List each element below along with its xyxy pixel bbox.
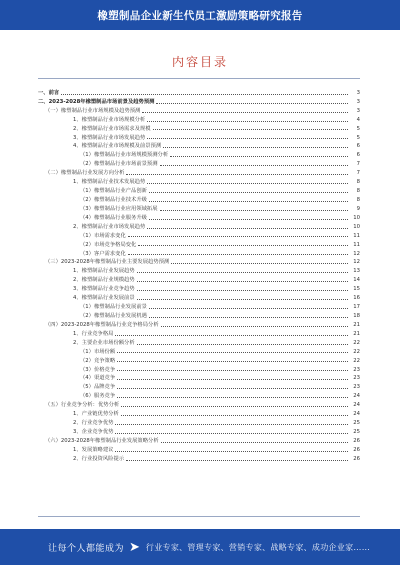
toc-entry-text: 3、企业竞争优势 — [73, 428, 114, 435]
toc-entry[interactable] — [38, 96, 360, 105]
toc-entry-page: 13 — [353, 268, 360, 275]
toc-entry-page: 8 — [356, 179, 360, 186]
toc-entry-text: 2、行业投资风险提示 — [73, 455, 125, 462]
toc-leader-dots — [149, 317, 348, 318]
toc-entry-page: 6 — [356, 143, 360, 150]
toc-entry-page: 8 — [356, 196, 360, 203]
toc-entry-text: 1、橡塑制品行业技术发展趋势 — [73, 179, 146, 186]
toc-entry[interactable] — [38, 176, 360, 185]
toc-entry[interactable] — [38, 399, 360, 408]
toc-entry[interactable] — [38, 141, 360, 150]
toc-entry-page: 15 — [353, 286, 360, 293]
toc-entry[interactable] — [38, 167, 360, 176]
toc-entry-text: 4、橡塑制品行业市场规模及前景预测 — [73, 143, 162, 150]
footer-banner — [0, 529, 400, 565]
toc-entry-text: 3、橡塑制品行业市场发展趋势 — [73, 134, 146, 141]
toc-entry-text: 2、主要企业市场份额分析 — [73, 339, 135, 346]
toc-entry-page: 21 — [353, 330, 360, 337]
toc-entry-text: 2、行业竞争优势 — [73, 420, 114, 427]
toc-leader-dots — [117, 361, 348, 362]
toc-entry-page: 25 — [353, 420, 360, 427]
toc-entry-text: （6）服务竞争 — [80, 393, 116, 400]
toc-entry-page: 22 — [353, 339, 360, 346]
toc-entry[interactable] — [38, 149, 360, 158]
toc-entry[interactable] — [38, 203, 360, 212]
toc-entry-page: 10 — [353, 223, 360, 230]
toc-entry-page: 21 — [353, 321, 360, 328]
toc-entry[interactable] — [38, 355, 360, 364]
toc-entry-page: 5 — [356, 125, 360, 132]
toc-entry-text: 1、橡塑制品行业发展趋势 — [73, 268, 135, 275]
toc-leader-dots — [115, 424, 348, 425]
toc-entry-page: 22 — [353, 357, 360, 364]
toc-leader-dots — [137, 344, 348, 345]
report-header-banner — [0, 0, 400, 30]
toc-entry-page: 26 — [353, 446, 360, 453]
toc-entry[interactable] — [38, 444, 360, 453]
toc-entry[interactable] — [38, 337, 360, 346]
toc-entry-page: 23 — [353, 384, 360, 391]
toc-entry-page: 22 — [353, 348, 360, 355]
toc-leader-dots — [149, 308, 348, 309]
toc-entry-text: 一、前言 — [38, 89, 60, 96]
toc-entry-page: 24 — [353, 411, 360, 418]
toc-entry-text: （1）橡塑制品行业市场规模预测分析 — [80, 152, 169, 159]
toc-entry[interactable] — [38, 87, 360, 96]
toc-entry-text: （五）行业竞争分析：优势分析 — [45, 402, 120, 409]
toc-entry[interactable] — [38, 212, 360, 221]
toc-entry[interactable] — [38, 123, 360, 132]
toc-entry-text: （3）客户需求变化 — [80, 250, 126, 257]
toc-entry-text: 4、橡塑制品行业发展前景 — [73, 295, 135, 302]
toc-entry[interactable] — [38, 328, 360, 337]
toc-entry[interactable] — [38, 158, 360, 167]
toc-leader-dots — [117, 352, 348, 353]
toc-entry-text: （2）市场竞争格局变化 — [80, 241, 137, 248]
toc-entry[interactable] — [38, 310, 360, 319]
toc-leader-dots — [115, 451, 348, 452]
toc-entry[interactable] — [38, 390, 360, 399]
toc-entry[interactable] — [38, 114, 360, 123]
toc-entry[interactable] — [38, 435, 360, 444]
toc-entry-page: 6 — [356, 152, 360, 159]
toc-entry-page: 11 — [353, 232, 360, 239]
toc-entry[interactable] — [38, 132, 360, 141]
toc-entry-page: 17 — [353, 304, 360, 311]
toc-entry[interactable] — [38, 373, 360, 382]
toc-leader-dots — [137, 272, 348, 273]
toc-entry-page: 3 — [356, 98, 360, 105]
toc-entry-text: 2、橡塑制品行业市场需求及规模 — [73, 125, 151, 132]
toc-leader-dots — [163, 147, 348, 148]
toc-entry[interactable] — [38, 239, 360, 248]
toc-leader-dots — [115, 335, 348, 336]
toc-entry-page: 12 — [353, 250, 360, 257]
toc-entry-page: 23 — [353, 366, 360, 373]
toc-entry-text: 1、行业竞争格局 — [73, 330, 114, 337]
toc-leader-dots — [137, 299, 348, 300]
toc-leader-dots — [147, 183, 348, 184]
toc-entry-text: （2）橡塑制品行业发展机遇 — [80, 312, 147, 319]
toc-entry-page: 18 — [353, 312, 360, 319]
toc-entry-text: 2、橡塑制品行业市场发展趋势 — [73, 223, 146, 230]
toc-entry-text: （四）2023-2028年橡塑制品行业竞争格局分析 — [45, 321, 159, 328]
toc-bottom-rule — [38, 516, 360, 517]
toc-leader-dots — [161, 442, 348, 443]
toc-entry[interactable] — [38, 265, 360, 274]
toc-entry-page: 7 — [356, 170, 360, 177]
toc-entry[interactable] — [38, 346, 360, 355]
toc-entry-page: 16 — [353, 295, 360, 302]
toc-entry[interactable] — [38, 408, 360, 417]
toc-entry-page: 24 — [353, 393, 360, 400]
toc-leader-dots — [153, 129, 348, 130]
toc-entry-page: 12 — [353, 259, 360, 266]
toc-entry[interactable] — [38, 248, 360, 257]
report-title: 橡塑制品企业新生代员工激励策略研究报告 — [97, 9, 303, 22]
toc-leader-dots — [117, 370, 348, 371]
toc-entry-text: 二、2023-2028年橡塑制品市场前景及趋势预测 — [38, 98, 155, 105]
toc-entry[interactable] — [38, 453, 360, 462]
toc-entry[interactable] — [38, 283, 360, 292]
toc-entry-text: （2）橡塑制品行业技术升级 — [80, 196, 147, 203]
toc-top-rule — [38, 78, 360, 79]
toc-leader-dots — [121, 406, 348, 407]
toc-leader-dots — [117, 388, 348, 389]
toc-entry-text: 1、发展策略建议 — [73, 446, 114, 453]
toc-entry-page: 4 — [356, 116, 360, 123]
toc-leader-dots — [126, 460, 348, 461]
toc-leader-dots — [147, 138, 348, 139]
toc-entry-page: 26 — [353, 455, 360, 462]
toc-leader-dots — [160, 210, 348, 211]
toc-entry[interactable] — [38, 185, 360, 194]
toc-leader-dots — [149, 201, 348, 202]
toc-heading: 内容目录 — [171, 55, 228, 69]
toc-entry[interactable] — [38, 364, 360, 373]
table-of-contents — [38, 87, 360, 512]
toc-entry-text: （三）2023-2028年橡塑制品行业主要发展趋势预测 — [45, 259, 170, 266]
toc-leader-dots — [142, 112, 348, 113]
toc-leader-dots — [61, 94, 348, 95]
arrow-icon: ➤ — [129, 539, 140, 555]
toc-leader-dots — [160, 165, 348, 166]
toc-entry-text: 1、产业链优势分析 — [73, 411, 119, 418]
toc-entry[interactable] — [38, 292, 360, 301]
toc-leader-dots — [137, 281, 348, 282]
toc-entry-text: （4）橡塑制品行业服务升级 — [80, 214, 147, 221]
toc-entry-page: 11 — [353, 241, 360, 248]
toc-entry[interactable] — [38, 105, 360, 114]
toc-entry[interactable] — [38, 381, 360, 390]
toc-entry-page: 14 — [353, 277, 360, 284]
toc-entry-text: （5）品牌竞争 — [80, 384, 116, 391]
toc-leader-dots — [149, 192, 348, 193]
toc-leader-dots — [121, 415, 348, 416]
toc-entry-text: （六）2023-2028年橡塑制品行业发展策略分析 — [45, 437, 159, 444]
toc-entry[interactable] — [38, 301, 360, 310]
footer-roles: 行业专家、管理专家、营销专家、战略专家、成功企业家…… — [145, 542, 371, 552]
toc-leader-dots — [161, 326, 348, 327]
toc-entry-text: （1）市场需求变化 — [80, 232, 126, 239]
toc-entry-page: 3 — [356, 107, 360, 114]
toc-leader-dots — [138, 245, 348, 246]
toc-leader-dots — [170, 156, 348, 157]
toc-leader-dots — [117, 397, 348, 398]
toc-entry-text: （一）橡塑制品行业市场规模及趋势预测 — [45, 107, 141, 114]
toc-entry-text: （二）橡塑制品行业发展方向分析 — [45, 170, 125, 177]
toc-leader-dots — [115, 433, 348, 434]
toc-entry-text: 2、橡塑制品行业规模趋势 — [73, 277, 135, 284]
toc-entry-text: （3）橡塑制品行业应用领域拓展 — [80, 205, 158, 212]
toc-entry-text: （4）渠道竞争 — [80, 375, 116, 382]
toc-entry-text: （1）橡塑制品行业产品创新 — [80, 188, 147, 195]
toc-leader-dots — [128, 254, 348, 255]
toc-entry-page: 25 — [353, 428, 360, 435]
toc-leader-dots — [156, 103, 348, 104]
toc-entry[interactable] — [38, 257, 360, 266]
toc-entry-page: 3 — [356, 89, 360, 96]
toc-entry[interactable] — [38, 274, 360, 283]
toc-entry[interactable] — [38, 426, 360, 435]
toc-leader-dots — [149, 219, 348, 220]
toc-entry[interactable] — [38, 194, 360, 203]
toc-leader-dots — [126, 174, 348, 175]
toc-entry-page: 24 — [353, 402, 360, 409]
toc-entry-page: 23 — [353, 375, 360, 382]
toc-entry[interactable] — [38, 230, 360, 239]
toc-entry-text: （1）市场份额 — [80, 348, 116, 355]
toc-entry-page: 26 — [353, 437, 360, 444]
toc-leader-dots — [128, 236, 348, 237]
toc-leader-dots — [117, 379, 348, 380]
toc-leader-dots — [137, 290, 348, 291]
toc-entry-page: 8 — [356, 188, 360, 195]
toc-entry[interactable] — [38, 319, 360, 328]
toc-entry-page: 9 — [356, 205, 360, 212]
toc-entry[interactable] — [38, 221, 360, 230]
toc-leader-dots — [171, 263, 348, 264]
toc-entry[interactable] — [38, 417, 360, 426]
toc-entry-text: （3）价格竞争 — [80, 366, 116, 373]
toc-entry-page: 7 — [356, 161, 360, 168]
toc-entry-text: （2）橡塑制品行业市场前景预测 — [80, 161, 158, 168]
toc-leader-dots — [147, 121, 348, 122]
footer-slogan: 让每个人都能成为 — [48, 543, 125, 554]
toc-entry-page: 5 — [356, 134, 360, 141]
toc-leader-dots — [147, 228, 348, 229]
toc-entry-text: （1）橡塑制品行业发展前景 — [80, 304, 147, 311]
toc-entry-text: 1、橡塑制品行业市场规模分析 — [73, 116, 146, 123]
toc-entry-text: 3、橡塑制品行业竞争趋势 — [73, 286, 135, 293]
toc-entry-text: （2）竞争策略 — [80, 357, 116, 364]
toc-entry-page: 10 — [353, 214, 360, 221]
